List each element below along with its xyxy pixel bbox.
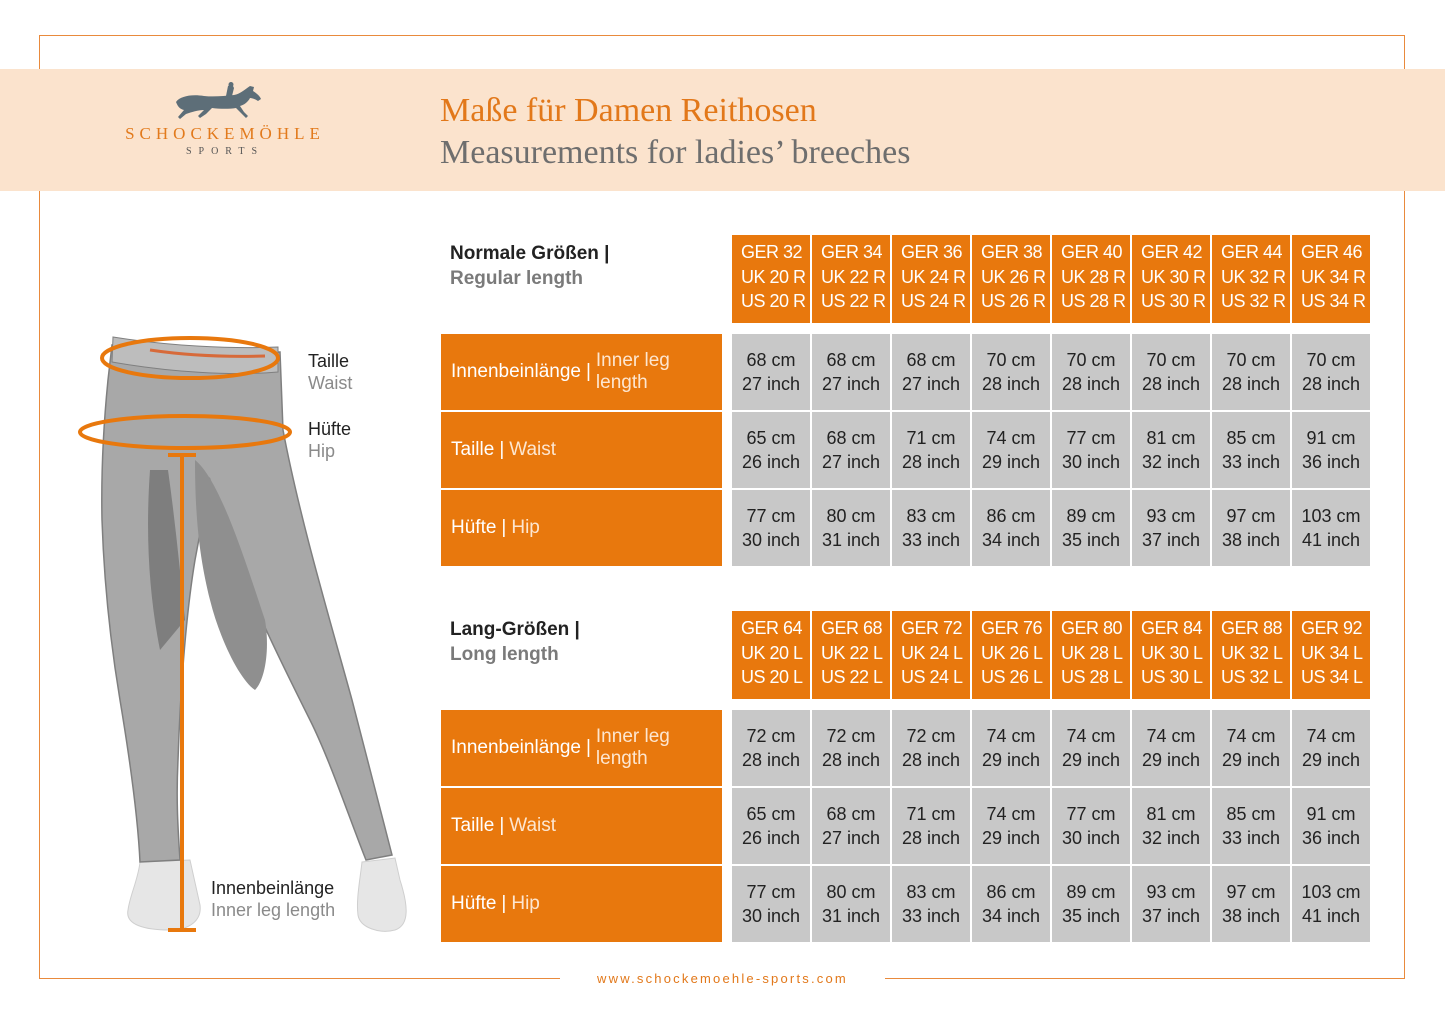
size-ger: GER 84 (1141, 618, 1203, 638)
measurement-cell (892, 866, 970, 942)
size-ger: GER 72 (901, 618, 963, 638)
size-us: US 26 R (981, 291, 1046, 311)
value-inch: 31 inch (821, 906, 881, 926)
measurement-cell (1132, 412, 1210, 488)
value-inch: 35 inch (1061, 530, 1121, 550)
value-cm: 70 cm (1226, 349, 1276, 370)
value-inch: 37 inch (1141, 530, 1201, 550)
measurement-cell (1052, 710, 1130, 786)
measurement-cell (1212, 490, 1290, 566)
measurement-cell (1132, 710, 1210, 786)
measurement-cell (892, 710, 970, 786)
value-inch: 32 inch (1141, 452, 1201, 472)
value-cm: 74 cm (986, 427, 1036, 448)
size-header-cell (1212, 235, 1290, 323)
value-cm: 68 cm (826, 803, 876, 824)
value-row (732, 710, 1370, 786)
size-header-cell (1212, 611, 1290, 699)
value-cm: 89 cm (1066, 505, 1116, 526)
measurement-cell (732, 866, 810, 942)
value-inch: 28 inch (1301, 374, 1361, 394)
waist-label-en: Waist (308, 373, 353, 393)
measurement-cell (1052, 490, 1130, 566)
measurement-cell (972, 490, 1050, 566)
value-cm: 77 cm (746, 881, 796, 902)
measurement-cell (1292, 866, 1370, 942)
size-header-cell (812, 235, 890, 323)
size-header-cell (1132, 611, 1210, 699)
value-cm: 74 cm (1226, 725, 1276, 746)
waist-label-de: Taille (308, 351, 350, 371)
size-ger: GER 32 (741, 242, 803, 262)
horse-rider-icon (170, 82, 280, 122)
value-inch: 29 inch (1141, 750, 1201, 770)
row-label-de: Taille (451, 815, 495, 836)
measurement-cell (972, 788, 1050, 864)
size-uk: UK 30 L (1141, 642, 1203, 663)
value-cm: 65 cm (746, 803, 796, 824)
row-label-inseam: Innenbeinlänge | Inner leg length (441, 334, 722, 410)
value-cm: 80 cm (826, 505, 876, 526)
measurement-cell (892, 490, 970, 566)
size-ger: GER 46 (1301, 242, 1363, 262)
size-header-cell (1132, 235, 1210, 323)
value-inch: 28 inch (1061, 374, 1121, 394)
row-label-de: Hüfte (451, 517, 497, 538)
value-cm: 85 cm (1226, 803, 1276, 824)
size-uk: UK 28 L (1061, 642, 1123, 663)
size-uk: UK 26 R (981, 266, 1046, 287)
size-header-cell (1052, 235, 1130, 323)
value-cm: 70 cm (1066, 349, 1116, 370)
size-uk: UK 22 L (821, 642, 883, 663)
size-uk: UK 32 R (1221, 266, 1286, 287)
inseam-label-en: Inner leg length (211, 900, 336, 920)
value-inch: 33 inch (901, 530, 961, 550)
value-inch: 28 inch (901, 828, 961, 848)
value-cm: 72 cm (746, 725, 796, 746)
value-cm: 68 cm (906, 349, 956, 370)
value-inch: 26 inch (741, 452, 801, 472)
size-uk: UK 20 L (741, 642, 803, 663)
size-uk: UK 32 L (1221, 642, 1283, 663)
brand-sub: SPORTS (185, 146, 265, 157)
section-label-en: Long length (450, 644, 559, 665)
value-cm: 97 cm (1226, 881, 1276, 902)
measurement-cell (1052, 412, 1130, 488)
value-row (732, 412, 1370, 488)
value-cm: 72 cm (826, 725, 876, 746)
value-cm: 71 cm (906, 803, 956, 824)
size-us: US 22 L (821, 667, 883, 687)
size-header-cell (812, 611, 890, 699)
row-label-de: Hüfte (451, 893, 497, 914)
measurement-cell (1052, 334, 1130, 410)
size-ger: GER 76 (981, 618, 1043, 638)
value-cm: 93 cm (1146, 505, 1196, 526)
value-inch: 26 inch (741, 828, 801, 848)
section-label-en: Regular length (450, 268, 584, 289)
size-us: US 22 R (821, 291, 886, 311)
waist-label (308, 350, 352, 394)
value-inch: 27 inch (741, 374, 801, 394)
size-uk: UK 34 L (1301, 642, 1363, 663)
size-us: US 28 R (1061, 291, 1126, 311)
value-inch: 29 inch (1061, 750, 1121, 770)
measurement-cell (972, 412, 1050, 488)
footer-url[interactable]: www.schockemoehle-sports.com (560, 971, 885, 989)
size-us: US 30 L (1141, 667, 1203, 687)
measurement-cell (1212, 710, 1290, 786)
size-uk: UK 22 R (821, 266, 886, 287)
title-en: Measurements for ladies’ breeches (440, 134, 911, 171)
measurement-cell (1052, 866, 1130, 942)
measurement-cell (1132, 334, 1210, 410)
size-us: US 20 R (741, 291, 806, 311)
size-uk: UK 30 R (1141, 266, 1206, 287)
value-cm: 71 cm (906, 427, 956, 448)
row-label-en: Waist (509, 439, 557, 460)
value-cm: 80 cm (826, 881, 876, 902)
value-inch: 27 inch (901, 374, 961, 394)
size-uk: UK 34 R (1301, 266, 1366, 287)
row-label-hip: Hüfte | Hip (441, 866, 722, 942)
value-cm: 70 cm (986, 349, 1036, 370)
size-header-cell (732, 235, 810, 323)
size-us: US 28 L (1061, 667, 1123, 687)
measurement-cell (732, 334, 810, 410)
value-cm: 74 cm (1306, 725, 1356, 746)
measurement-cell (812, 490, 890, 566)
value-cm: 83 cm (906, 881, 956, 902)
measurement-cell (732, 710, 810, 786)
value-row (732, 490, 1370, 566)
measurement-cell (732, 412, 810, 488)
value-inch: 28 inch (821, 750, 881, 770)
value-inch: 27 inch (821, 828, 881, 848)
value-inch: 38 inch (1221, 906, 1281, 926)
hip-label-en: Hip (308, 441, 336, 461)
size-header-cell (1292, 235, 1370, 323)
section-label-long (450, 617, 580, 667)
value-inch: 33 inch (901, 906, 961, 926)
value-inch: 36 inch (1301, 452, 1361, 472)
size-us: US 32 L (1221, 667, 1283, 687)
size-header-row (732, 235, 1370, 323)
value-cm: 74 cm (986, 725, 1036, 746)
value-inch: 29 inch (981, 828, 1041, 848)
size-us: US 34 R (1301, 291, 1366, 311)
value-inch: 30 inch (741, 906, 801, 926)
size-us: US 32 R (1221, 291, 1286, 311)
value-inch: 30 inch (1061, 452, 1121, 472)
row-label-en: Hip (511, 893, 540, 914)
row-label-waist: Taille | Waist (441, 788, 722, 864)
left-shoe (128, 860, 201, 930)
value-inch: 28 inch (1141, 374, 1201, 394)
measurement-cell (1212, 412, 1290, 488)
size-ger: GER 40 (1061, 242, 1123, 262)
inseam-label-de: Innenbeinlänge (211, 878, 335, 898)
breeches-illustration (70, 325, 430, 945)
measurement-cell (812, 788, 890, 864)
value-cm: 81 cm (1146, 427, 1196, 448)
size-ger: GER 64 (741, 618, 803, 638)
value-cm: 103 cm (1301, 505, 1361, 526)
measurement-cell (812, 334, 890, 410)
value-inch: 34 inch (981, 530, 1041, 550)
value-inch: 28 inch (901, 452, 961, 472)
size-us: US 26 L (981, 667, 1043, 687)
value-inch: 31 inch (821, 530, 881, 550)
size-header-cell (1292, 611, 1370, 699)
value-inch: 27 inch (821, 452, 881, 472)
value-inch: 27 inch (821, 374, 881, 394)
size-header-cell (892, 611, 970, 699)
brand-logo (90, 82, 360, 177)
value-cm: 85 cm (1226, 427, 1276, 448)
value-inch: 41 inch (1301, 530, 1361, 550)
hip-label-de: Hüfte (308, 419, 352, 439)
value-inch: 37 inch (1141, 906, 1201, 926)
row-label-en: Inner leg length (595, 350, 670, 393)
value-cm: 70 cm (1146, 349, 1196, 370)
row-label-en: Waist (509, 815, 557, 836)
value-cm: 68 cm (746, 349, 796, 370)
value-cm: 77 cm (1066, 427, 1116, 448)
measurement-cell (892, 788, 970, 864)
measurement-cell (1292, 710, 1370, 786)
measurement-cell (1132, 866, 1210, 942)
size-header-cell (892, 235, 970, 323)
size-uk: UK 26 L (981, 642, 1043, 663)
size-ger: GER 68 (821, 618, 883, 638)
measurement-cell (1212, 334, 1290, 410)
row-label-de: Innenbeinlänge (451, 361, 581, 382)
value-inch: 35 inch (1061, 906, 1121, 926)
title-de: Maße für Damen Reithosen (440, 92, 817, 129)
value-inch: 29 inch (981, 452, 1041, 472)
value-cm: 65 cm (746, 427, 796, 448)
row-label-de: Taille (451, 439, 495, 460)
brand-name: SCHOCKEMÖHLE (125, 124, 325, 143)
size-ger: GER 88 (1221, 618, 1283, 638)
section-label-de: Lang-Größen | (450, 619, 580, 640)
measurement-cell (892, 334, 970, 410)
value-row (732, 334, 1370, 410)
right-shoe (357, 858, 406, 931)
measurement-cell (1052, 788, 1130, 864)
measurement-cell (972, 334, 1050, 410)
measurement-cell (1132, 490, 1210, 566)
size-us: US 30 R (1141, 291, 1206, 311)
size-ger: GER 44 (1221, 242, 1283, 262)
value-cm: 70 cm (1306, 349, 1356, 370)
value-inch: 33 inch (1221, 452, 1281, 472)
value-cm: 68 cm (826, 427, 876, 448)
value-cm: 97 cm (1226, 505, 1276, 526)
size-ger: GER 92 (1301, 618, 1363, 638)
measurement-cell (1212, 866, 1290, 942)
measurement-cell (1132, 788, 1210, 864)
section-label-de: Normale Größen | (450, 243, 610, 264)
value-cm: 93 cm (1146, 881, 1196, 902)
hip-label (308, 418, 351, 462)
measurement-cell (1292, 412, 1370, 488)
measurement-cell (732, 490, 810, 566)
value-inch: 28 inch (981, 374, 1041, 394)
value-inch: 28 inch (741, 750, 801, 770)
section-label-regular (450, 241, 609, 291)
value-inch: 28 inch (901, 750, 961, 770)
value-cm: 103 cm (1301, 881, 1361, 902)
measurement-cell (892, 412, 970, 488)
value-cm: 91 cm (1306, 803, 1356, 824)
size-header-cell (732, 611, 810, 699)
value-cm: 89 cm (1066, 881, 1116, 902)
value-cm: 74 cm (1066, 725, 1116, 746)
size-header-row (732, 611, 1370, 699)
value-inch: 28 inch (1221, 374, 1281, 394)
value-row (732, 866, 1370, 942)
value-row (732, 788, 1370, 864)
size-ger: GER 38 (981, 242, 1043, 262)
measurement-cell (812, 866, 890, 942)
value-inch: 33 inch (1221, 828, 1281, 848)
value-cm: 83 cm (906, 505, 956, 526)
size-ger: GER 42 (1141, 242, 1203, 262)
value-cm: 68 cm (826, 349, 876, 370)
value-inch: 29 inch (981, 750, 1041, 770)
size-uk: UK 24 R (901, 266, 966, 287)
row-label-de: Innenbeinlänge (451, 737, 581, 758)
size-ger: GER 80 (1061, 618, 1123, 638)
value-inch: 29 inch (1301, 750, 1361, 770)
value-cm: 74 cm (986, 803, 1036, 824)
value-cm: 74 cm (1146, 725, 1196, 746)
measurement-cell (1212, 788, 1290, 864)
value-inch: 29 inch (1221, 750, 1281, 770)
size-ger: GER 34 (821, 242, 883, 262)
value-cm: 77 cm (1066, 803, 1116, 824)
row-label-waist: Taille | Waist (441, 412, 722, 488)
size-us: US 24 R (901, 291, 966, 311)
value-inch: 34 inch (981, 906, 1041, 926)
size-us: US 20 L (741, 667, 803, 687)
size-us: US 34 L (1301, 667, 1363, 687)
size-uk: UK 20 R (741, 266, 806, 287)
value-cm: 77 cm (746, 505, 796, 526)
measurement-cell (972, 866, 1050, 942)
value-cm: 91 cm (1306, 427, 1356, 448)
measurement-cell (732, 788, 810, 864)
size-header-cell (1052, 611, 1130, 699)
measurement-cell (812, 412, 890, 488)
measurement-cell (812, 710, 890, 786)
value-inch: 30 inch (1061, 828, 1121, 848)
value-cm: 86 cm (986, 881, 1036, 902)
value-inch: 30 inch (741, 530, 801, 550)
value-inch: 36 inch (1301, 828, 1361, 848)
size-us: US 24 L (901, 667, 963, 687)
row-label-en: Hip (511, 517, 540, 538)
value-cm: 81 cm (1146, 803, 1196, 824)
value-inch: 41 inch (1301, 906, 1361, 926)
inseam-label (211, 877, 335, 921)
size-header-cell (972, 235, 1050, 323)
value-cm: 72 cm (906, 725, 956, 746)
size-ger: GER 36 (901, 242, 963, 262)
measurement-cell (1292, 788, 1370, 864)
value-inch: 32 inch (1141, 828, 1201, 848)
size-header-cell (972, 611, 1050, 699)
row-label-inseam: Innenbeinlänge | Inner leg length (441, 710, 722, 786)
size-uk: UK 28 R (1061, 266, 1126, 287)
measurement-cell (1292, 334, 1370, 410)
value-inch: 38 inch (1221, 530, 1281, 550)
size-uk: UK 24 L (901, 642, 963, 663)
row-label-en: Inner leg length (595, 726, 670, 769)
measurement-cell (972, 710, 1050, 786)
value-cm: 86 cm (986, 505, 1036, 526)
measurement-cell (1292, 490, 1370, 566)
row-label-hip: Hüfte | Hip (441, 490, 722, 566)
